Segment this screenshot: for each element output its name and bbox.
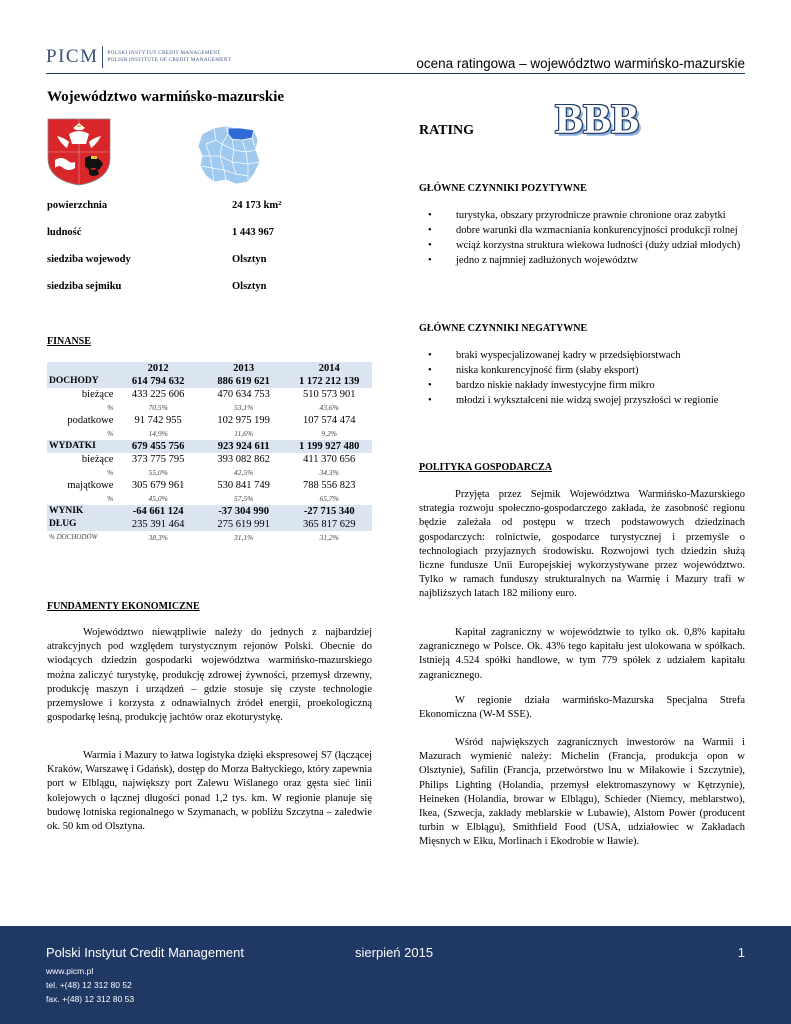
cell: 305 679 961 xyxy=(131,480,185,491)
negative-heading: GŁÓWNE CZYNNIKI NEGATYWNE xyxy=(419,323,588,334)
negative-list xyxy=(428,349,746,409)
header-title: ocena ratingowa – województwo warmińsko-mazurskie xyxy=(416,56,745,71)
cell: 365 817 629 xyxy=(286,518,372,531)
cell: 470 634 753 xyxy=(217,389,270,400)
fact-population xyxy=(47,227,347,254)
logo-subtitle xyxy=(107,50,231,64)
region-title: Województwo warmińsko-mazurskie xyxy=(47,89,285,105)
year-header: 2013 xyxy=(201,362,287,375)
logo-sub-line2: POLISH INSTITUTE OF CREDIT MANAGEMENT xyxy=(107,57,232,63)
picm-logo xyxy=(46,46,231,68)
footer-phone: tel. +(48) 12 312 80 52 xyxy=(46,980,132,990)
cell: -37 304 990 xyxy=(201,505,287,518)
cell: 1 199 927 480 xyxy=(286,440,372,453)
cell: 91 742 955 xyxy=(134,415,182,426)
cell: 107 574 474 xyxy=(302,415,356,426)
cell: 102 975 199 xyxy=(217,415,270,426)
cell: 530 841 749 xyxy=(217,480,270,491)
list-item: • wciąż korzystna struktura wiekowa ludności (duży udział młodych) xyxy=(428,239,746,253)
cell: 614 794 632 xyxy=(115,375,201,388)
fact-value: Olsztyn xyxy=(232,281,267,292)
table-row xyxy=(47,440,372,453)
rating-value: BBB xyxy=(555,97,640,143)
cell: 45,0% xyxy=(148,494,168,503)
list-item: • jedno z najmniej zadłużonych województw xyxy=(428,254,746,268)
cell: 55,0% xyxy=(148,468,168,477)
table-row xyxy=(47,401,372,414)
policy-paragraph-4: Wśród największych zagranicznych inwestorów na Warmii i Mazurach wymienić należy: Michelin (Francja, produkcja opon w Olsztynie), Safilin (Francja, przetwórstwo lnu w Miłakowie i Szczytnie), Philips Lighting (Holandia, przemysł elektromaszynowy w Kętrzynie), Heineken (Holandia, browar w Elblągu), Schieder (Niemcy, meblarstwo), Ikea, (Szwecja, zakłady meblarskie w Lubawie), Alstom Power (producent turbin w Elblągu), Smithfield Food (USA, udziałowiec w Zakładach Mięsnych w Ełku, Morlinach i Ekodrobie w Iławie). xyxy=(419,737,745,848)
cell: 9,2% xyxy=(321,429,338,438)
policy-paragraph-3: W regionie działa warmińsko-Mazurska Specjalna Strefa Ekonomiczna (W-M SSE). xyxy=(419,695,745,721)
cell: 1 172 212 139 xyxy=(286,375,372,388)
logo-divider xyxy=(102,46,103,68)
cell: 886 619 621 xyxy=(201,375,287,388)
region-facts xyxy=(47,200,347,308)
positive-heading: GŁÓWNE CZYNNIKI POZYTYWNE xyxy=(419,183,587,194)
cell: 14,9% xyxy=(148,429,168,438)
row-label: WYNIK xyxy=(47,505,115,518)
row-label: % xyxy=(107,468,114,477)
table-row xyxy=(47,466,372,479)
fact-value: 1 443 967 xyxy=(232,227,274,238)
fact-label: ludność xyxy=(47,227,82,238)
row-label: % xyxy=(107,403,114,412)
fact-area xyxy=(47,200,347,227)
table-row xyxy=(47,375,372,388)
list-item: • niska konkurencyjność firm (słaby eksport) xyxy=(428,364,746,378)
cell: 275 619 991 xyxy=(201,518,287,531)
policy-paragraph-2: Kapitał zagraniczny w województwie to tylko ok. 0,8% kapitału zagranicznego w Polsce. Ok. 43% tego kapitału jest ulokowana w spółkach. Istnieją 4.524 spółki handlowe, w tym 779 spółek z udziałem kapitału zagranicznego. xyxy=(419,627,745,681)
cell: 34,3% xyxy=(319,468,339,477)
poland-map-icon xyxy=(196,122,262,186)
fact-value: 24 173 km² xyxy=(232,200,282,211)
cell: 42,5% xyxy=(233,468,254,477)
cell: 38,3% xyxy=(148,533,168,542)
cell: 70,5% xyxy=(148,403,168,412)
fact-value: Olsztyn xyxy=(232,254,267,265)
row-label: % xyxy=(107,429,114,438)
fact-label: siedziba wojewody xyxy=(47,254,131,265)
row-label: podatkowe xyxy=(67,415,114,426)
cell: 43,6% xyxy=(319,403,339,412)
footer-date: sierpień 2015 xyxy=(355,945,434,960)
row-label: majątkowe xyxy=(67,480,114,491)
cell: 31,2% xyxy=(319,533,339,542)
cell: -64 661 124 xyxy=(115,505,201,518)
table-row xyxy=(47,518,372,531)
fundamenty-paragraph-1: Województwo niewątpliwie należy do jednych z najbardziej atrakcyjnych pod względem turystycznym rejonów Polski. Obecnie do wiodących dziedzin gospodarki województwa warmińsko-mazurskiego można zaliczyć turystykę, produkcję zdrowej żywności, przemysł drzewny, produkcję maszyn i urządzeń – gdzie stosuje się czyste technologie przemysłowe i korzysta z odnawialnych źródeł energii, proekologiczną gospodarkę leśną, produkcję jachtów oraz ekoturystykę. xyxy=(47,627,372,724)
table-row xyxy=(47,388,372,401)
list-item: • dobre warunki dla wzmacniania konkurencyjności produkcji rolnej xyxy=(428,224,746,238)
coat-of-arms-icon xyxy=(47,118,111,186)
table-row xyxy=(47,531,372,544)
row-label: % xyxy=(107,494,114,503)
fact-label: siedziba sejmiku xyxy=(47,281,122,292)
cell: -27 715 340 xyxy=(286,505,372,518)
fact-sejmik-seat xyxy=(47,281,347,308)
year-header: 2012 xyxy=(115,362,201,375)
row-label: bieżące xyxy=(81,454,114,465)
row-label: bieżące xyxy=(81,389,114,400)
cell: 433 225 606 xyxy=(131,389,185,400)
fact-label: powierzchnia xyxy=(47,200,108,211)
cell: 679 455 756 xyxy=(115,440,201,453)
cell: 393 082 862 xyxy=(217,454,270,465)
footer-website-link[interactable]: www.picm.pl xyxy=(46,966,94,976)
cell: 923 924 611 xyxy=(201,440,287,453)
policy-heading: POLITYKA GOSPODARCZA xyxy=(419,462,553,473)
row-label: DOCHODY xyxy=(47,375,115,388)
cell: 31,1% xyxy=(233,533,254,542)
list-item: • bardzo niskie nakłady inwestycyjne firm mikro xyxy=(428,379,746,393)
table-row xyxy=(47,427,372,440)
logo-sub-line1: POLSKI INSTYTUT CREDIT MANAGEMENT xyxy=(107,50,221,56)
cell: 235 391 464 xyxy=(115,518,201,531)
cell: 373 775 795 xyxy=(131,454,185,465)
fact-voivode-seat xyxy=(47,254,347,281)
table-row xyxy=(47,414,372,427)
list-item: • turystyka, obszary przyrodnicze prawnie chronione oraz zabytki xyxy=(428,209,746,223)
logo-text: PICM xyxy=(46,46,99,67)
table-corner xyxy=(47,362,115,375)
cell: 411 370 656 xyxy=(303,454,356,465)
policy-paragraph-1: Przyjęta przez Sejmik Województwa Warmińsko-Mazurskiego strategia rozwoju społeczno-gospodarczego zakłada, że zasobność regionu będzie zależała od postępu w trzech podstawowych dziedzinach gospodarczych: rolnictwie, gospodarce turystycznej i przemyśle o technologiach przyjaznych środowisku. Rozwojowi tych dziedzin służą liczne fundusze Unii Europejskiej wykorzystywane przez województwo. Tylko w ramach funduszy strukturalnych na Warmię i Mazury trafi w najbliższych latach 182 miliony euro. xyxy=(419,489,745,600)
table-row xyxy=(47,505,372,518)
row-label: % DOCHODÓW xyxy=(49,533,98,541)
positive-list xyxy=(428,209,746,269)
table-header-row xyxy=(47,362,372,375)
table-row xyxy=(47,479,372,492)
cell: 788 556 823 xyxy=(302,480,356,491)
cell: 65,7% xyxy=(319,494,339,503)
table-row xyxy=(47,453,372,466)
list-item: • braki wyspecjalizowanej kadry w przedsiębiorstwach xyxy=(428,349,746,363)
fundamenty-paragraph-2: Warmia i Mazury to łatwa logistyka dzięki ekspresowej S7 (łączącej Kraków, Warszawę i Gdańsk), dostęp do Morza Bałtyckiego, który zapewnia port w Elblągu, największy port Zalewu Wiślanego oraz gęsta sieć linii kolejowych o łącznej długości ponad 1,2 tys. km. W regionie planuje się budowę lotniska regionalnego w Szymanach, w pobliżu Szczytna – zaledwie ok. 50 km od Olsztyna. xyxy=(47,750,372,833)
footer-org: Polski Instytut Credit Management xyxy=(46,945,244,960)
finance-heading: FINANSE xyxy=(47,336,91,347)
fundamenty-heading: FUNDAMENTY EKONOMICZNE xyxy=(47,601,200,612)
cell: 11,6% xyxy=(234,429,254,438)
row-label: WYDATKI xyxy=(47,440,115,453)
page-number: 1 xyxy=(737,945,745,960)
row-label: DŁUG xyxy=(47,518,115,531)
cell: 510 573 901 xyxy=(302,389,356,400)
footer-fax: fax. +(48) 12 312 80 53 xyxy=(46,994,135,1004)
finance-table xyxy=(47,362,372,544)
year-header: 2014 xyxy=(286,362,372,375)
list-item: • młodzi i wykształceni nie widzą swojej przyszłości w regionie xyxy=(428,394,746,408)
page-footer xyxy=(0,926,791,1024)
cell: 57,5% xyxy=(233,494,254,503)
rating-label: RATING xyxy=(419,123,474,138)
cell: 53,1% xyxy=(233,403,254,412)
table-row xyxy=(47,492,372,505)
header-divider xyxy=(46,73,745,74)
